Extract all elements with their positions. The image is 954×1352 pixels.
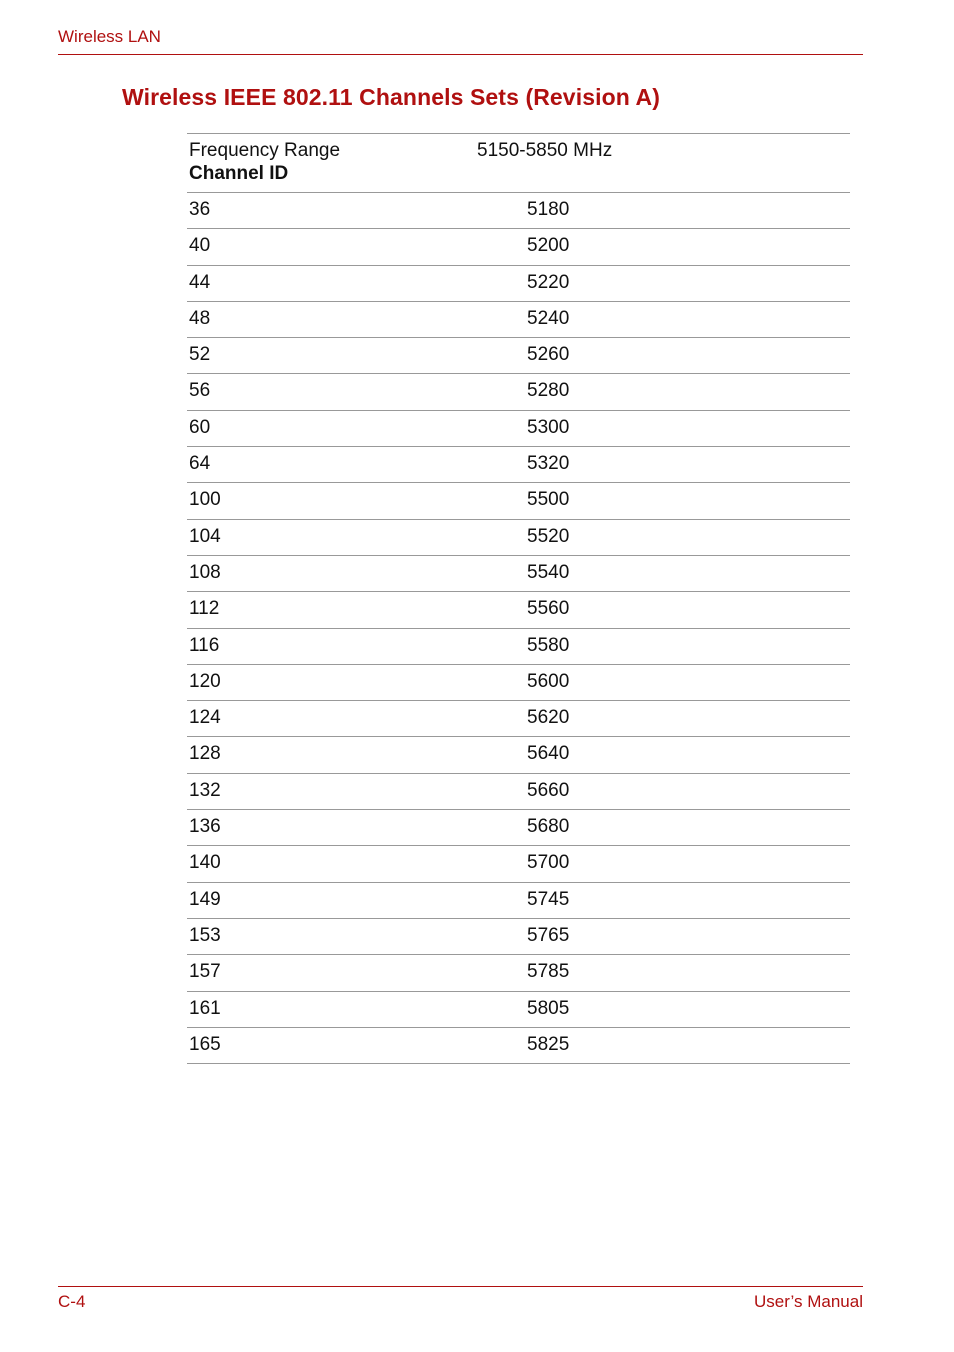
- table-row: [187, 846, 850, 882]
- channel-id-cell: 128: [189, 743, 221, 765]
- channel-id-cell: 64: [189, 453, 211, 475]
- frequency-cell: 5785: [527, 961, 570, 983]
- frequency-cell: 5520: [527, 525, 570, 547]
- frequency-cell: 5240: [527, 307, 570, 329]
- table-row: [187, 483, 850, 519]
- header-rule: [58, 54, 863, 55]
- table-row: [187, 701, 850, 737]
- table-row: [187, 737, 850, 773]
- channel-id-cell: 36: [189, 199, 211, 220]
- table-row: [187, 447, 850, 483]
- channel-id-cell: 48: [189, 307, 211, 329]
- table-row: [187, 1028, 850, 1064]
- frequency-cell: 5765: [527, 924, 570, 946]
- frequency-cell: 5700: [527, 852, 570, 874]
- frequency-cell: 5500: [527, 489, 570, 511]
- frequency-cell: 5745: [527, 888, 570, 910]
- table-header: [187, 134, 850, 193]
- table-body: [187, 193, 850, 1064]
- frequency-cell: 5620: [527, 707, 570, 729]
- table-row: [187, 919, 850, 955]
- table-row: [187, 592, 850, 628]
- frequency-range-value: 5150-5850 MHz: [477, 140, 613, 161]
- frequency-cell: 5600: [527, 670, 570, 692]
- channel-id-cell: 153: [189, 924, 221, 946]
- channel-id-cell: 40: [189, 235, 211, 257]
- channel-id-cell: 112: [189, 598, 220, 620]
- table-row: [187, 193, 850, 229]
- channel-id-cell: 120: [189, 670, 221, 692]
- channel-id-cell: 157: [189, 961, 221, 983]
- table-row: [187, 374, 850, 410]
- table-row: [187, 955, 850, 991]
- channel-id-cell: 132: [189, 779, 221, 801]
- frequency-cell: 5280: [527, 380, 570, 402]
- table-row: [187, 229, 850, 265]
- table-row: [187, 556, 850, 592]
- channel-id-cell: 161: [189, 997, 221, 1019]
- table-row: [187, 992, 850, 1028]
- running-header: Wireless LAN: [58, 27, 161, 46]
- channels-table: [187, 133, 850, 1064]
- channel-id-cell: 149: [189, 888, 221, 910]
- table-row: [187, 302, 850, 338]
- frequency-cell: 5320: [527, 453, 570, 475]
- frequency-cell: 5560: [527, 598, 570, 620]
- channel-id-cell: 116: [189, 634, 220, 656]
- channel-id-cell: 100: [189, 489, 221, 511]
- channel-id-label: Channel ID: [189, 163, 289, 184]
- frequency-cell: 5825: [527, 1033, 570, 1055]
- channel-id-cell: 56: [189, 380, 211, 402]
- table-row: [187, 883, 850, 919]
- table-row: [187, 266, 850, 302]
- frequency-cell: 5200: [527, 235, 570, 257]
- channel-id-cell: 140: [189, 852, 221, 874]
- page-title: Wireless IEEE 802.11 Channels Sets (Revision A): [122, 84, 660, 110]
- manual-title: User’s Manual: [754, 1292, 863, 1311]
- frequency-cell: 5680: [527, 816, 570, 838]
- footer-rule: [58, 1286, 863, 1287]
- frequency-cell: 5220: [527, 271, 570, 293]
- frequency-cell: 5660: [527, 779, 570, 801]
- frequency-cell: 5540: [527, 561, 570, 583]
- frequency-cell: 5805: [527, 997, 570, 1019]
- frequency-cell: 5300: [527, 416, 570, 438]
- table-row: [187, 629, 850, 665]
- channel-id-cell: 60: [189, 416, 211, 438]
- table-row: [187, 338, 850, 374]
- frequency-cell: 5580: [527, 634, 570, 656]
- frequency-cell: 5180: [527, 199, 570, 220]
- frequency-range-label: Frequency Range: [189, 140, 341, 161]
- frequency-cell: 5260: [527, 344, 570, 366]
- channel-id-cell: 44: [189, 271, 211, 293]
- table-row: [187, 774, 850, 810]
- table-row: [187, 411, 850, 447]
- frequency-cell: 5640: [527, 743, 570, 765]
- table-row: [187, 810, 850, 846]
- table-row: [187, 665, 850, 701]
- table-row: [187, 520, 850, 556]
- channel-id-cell: 124: [189, 707, 221, 729]
- channel-id-cell: 104: [189, 525, 221, 547]
- channel-id-cell: 52: [189, 344, 211, 366]
- channel-id-cell: 108: [189, 561, 221, 583]
- channel-id-cell: 165: [189, 1033, 221, 1055]
- channel-id-cell: 136: [189, 816, 221, 838]
- page-number: C-4: [58, 1292, 86, 1311]
